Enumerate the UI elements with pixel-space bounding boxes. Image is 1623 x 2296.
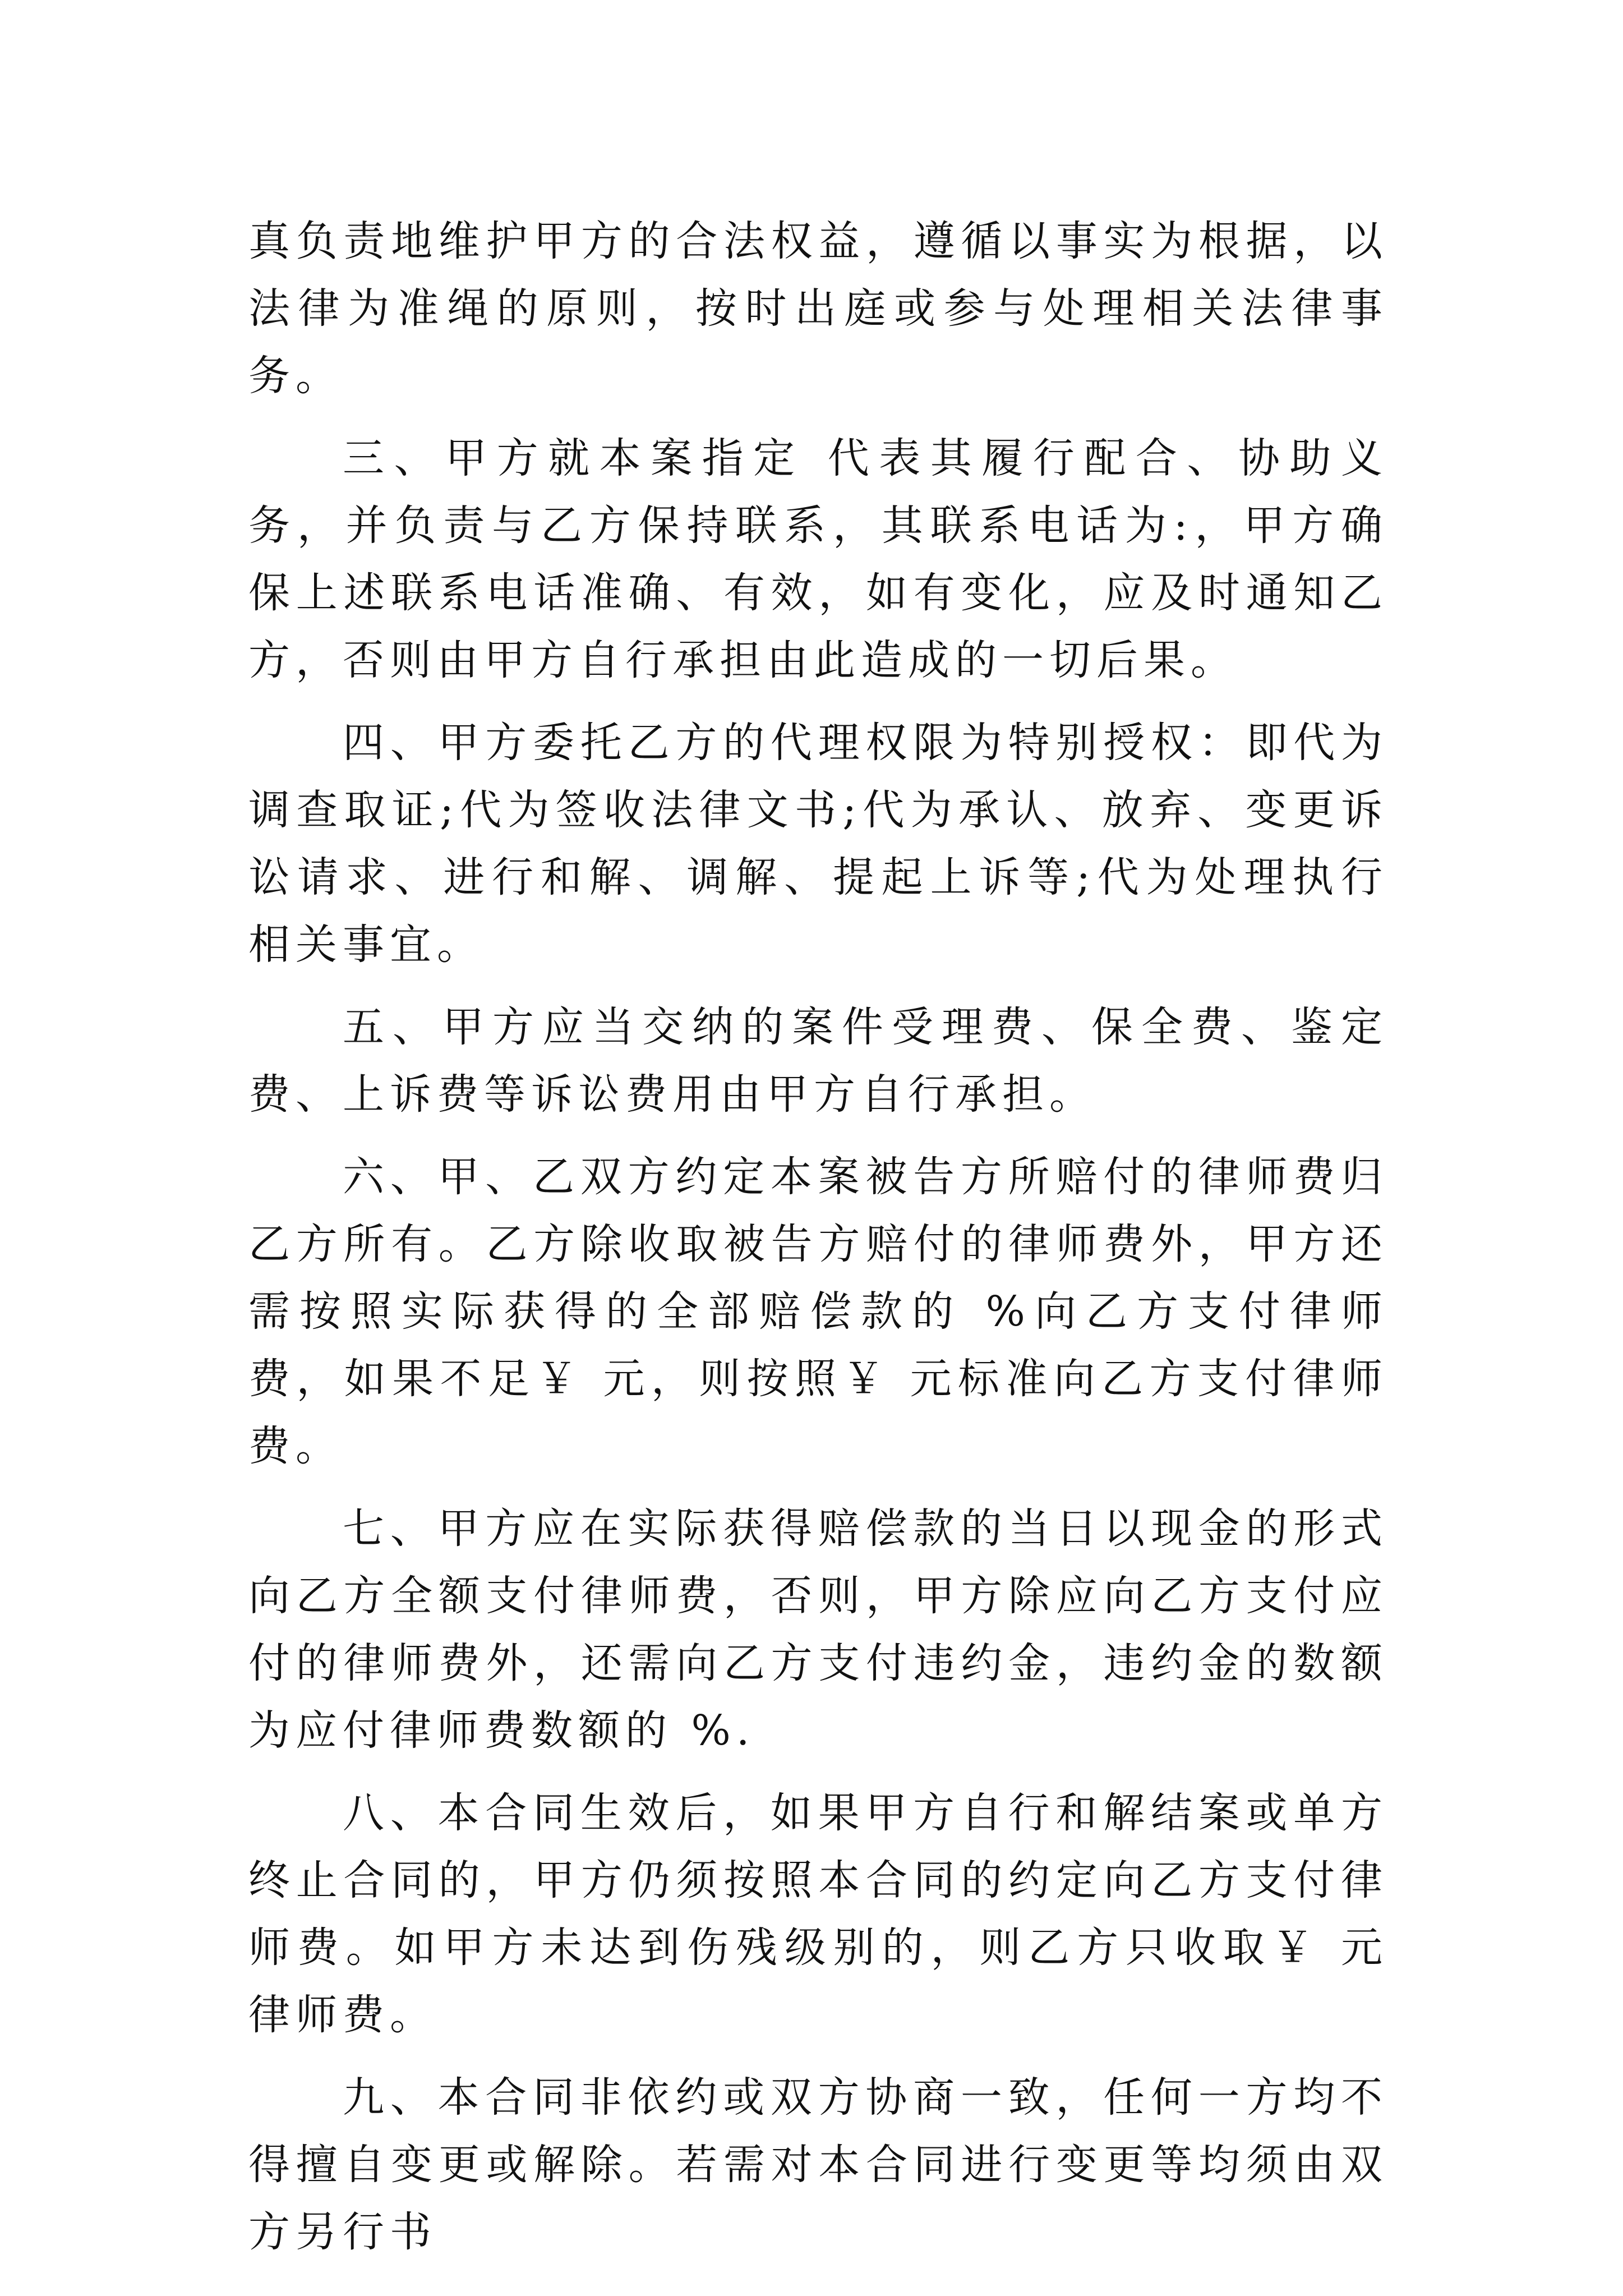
paragraph-clause-9: 九、本合同非依约或双方协商一致，任何一方均不得擅自变更或解除。若需对本合同进行变更等均须由双方另行书 xyxy=(248,2073,1388,2256)
paragraph-clause-3: 三、甲方就本案指定 代表其履行配合、协助义务，并负责与乙方保持联系，其联系电话为:，甲方确保上述联系电话准确、有效，如有变化，应及时通知乙方，否则由甲方自行承担由此造成的一切后果。 xyxy=(248,434,1388,684)
paragraph-clause-4: 四、甲方委托乙方的代理权限为特别授权：即代为调查取证;代为签收法律文书;代为承认、放弃、变更诉讼请求、进行和解、调解、提起上诉等;代为处理执行相关事宜。 xyxy=(248,719,1388,969)
paragraph-clause-7: 七、甲方应在实际获得赔偿款的当日以现金的形式向乙方全额支付律师费，否则，甲方除应向乙方支付应付的律师费外，还需向乙方支付违约金，违约金的数额为应付律师费数额的 %. xyxy=(248,1504,1388,1755)
document-body xyxy=(248,208,1388,2281)
paragraph-clause-6: 六、甲、乙双方约定本案被告方所赔付的律师费归乙方所有。乙方除收取被告方赔付的律师费外，甲方还需按照实际获得的全部赔偿款的 %向乙方支付律师费，如果不足￥ 元，则按照￥ 元标准向乙方支付律师费。 xyxy=(248,1153,1388,1470)
paragraph-clause-5: 五、甲方应当交纳的案件受理费、保全费、鉴定费、上诉费等诉讼费用由甲方自行承担。 xyxy=(248,1003,1388,1119)
paragraph-clause-8: 八、本合同生效后，如果甲方自行和解结案或单方终止合同的，甲方仍须按照本合同的约定向乙方支付律师费。如甲方未达到伤残级别的，则乙方只收取￥ 元律师费。 xyxy=(248,1789,1388,2039)
paragraph-continuation: 真负责地维护甲方的合法权益，遵循以事实为根据，以法律为准绳的原则，按时出庭或参与处理相关法律事务。 xyxy=(248,217,1388,400)
